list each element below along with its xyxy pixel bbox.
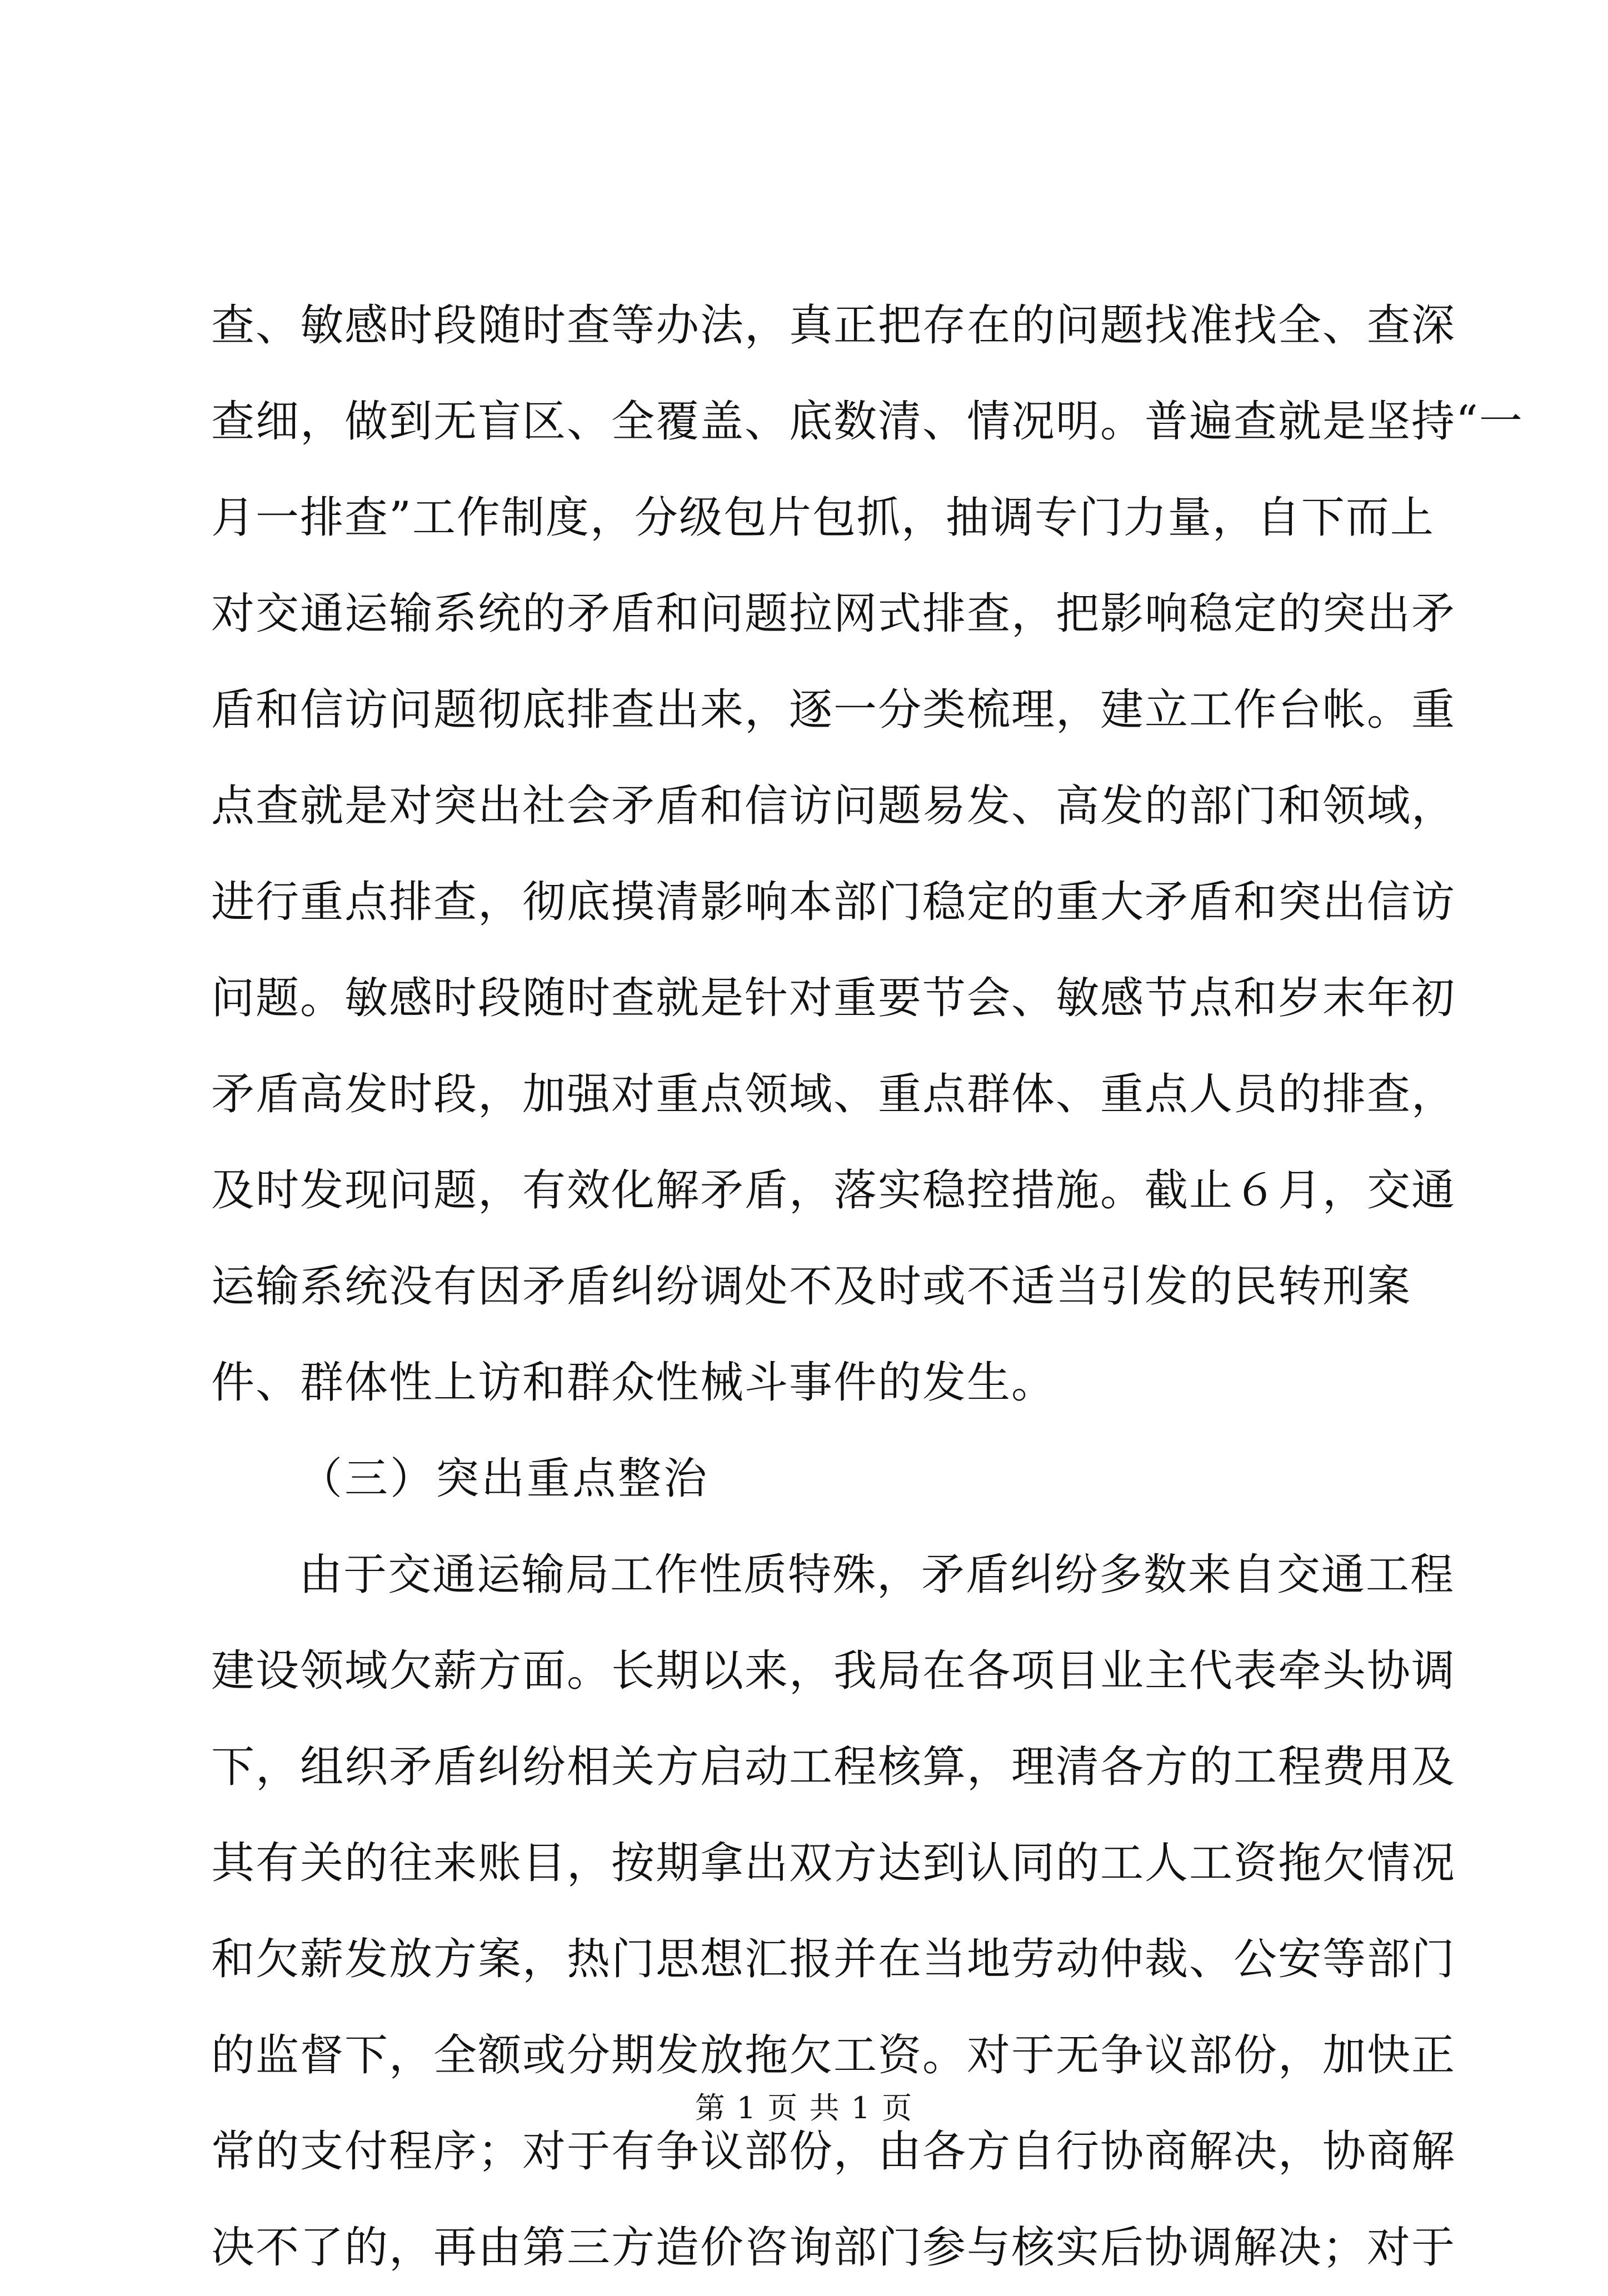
paragraph-line: 常的支付程序；对于有争议部份，由各方自行协商解决，协商解: [211, 2127, 1456, 2177]
paragraph-line: 由于交通运输局工作性质特殊，矛盾纠纷多数来自交通工程: [299, 1550, 1455, 1600]
paragraph-line: 进行重点排查，彻底摸清影响本部门稳定的重大矛盾和突出信访: [211, 877, 1456, 927]
page-footer: [0, 2086, 1608, 2130]
paragraph-line: 查细，做到无盲区、全覆盖、底数清、情况明。普遍查就是坚持“一: [211, 397, 1524, 447]
paragraph-line: 问题。敏感时段随时查就是针对重要节会、敏感节点和岁末年初: [211, 973, 1456, 1023]
document-body: [211, 278, 1524, 2296]
paragraph-line: 和欠薪发放方案，热门思想汇报并在当地劳动仲裁、公安等部门: [211, 1934, 1456, 1984]
paragraph-line: 矛盾高发时段，加强对重点领域、重点群体、重点人员的排查，: [211, 1069, 1456, 1119]
section-heading: （三）突出重点整治: [299, 1454, 710, 1504]
paragraph-line: 对交通运输系统的矛盾和问题拉网式排查，把影响稳定的突出矛: [211, 589, 1456, 639]
paragraph-line: 月一排查”工作制度，分级包片包抓，抽调专门力量，自下而上: [211, 493, 1435, 543]
paragraph-line: 下，组织矛盾纠纷相关方启动工程核算，理清各方的工程费用及: [211, 1742, 1456, 1792]
page-number: 第 1 页 共 1 页: [695, 2090, 913, 2125]
paragraph-line: 盾和信访问题彻底排查出来，逐一分类梳理，建立工作台帐。重: [211, 685, 1456, 735]
paragraph-line: 建设领域欠薪方面。长期以来，我局在各项目业主代表牵头协调: [211, 1646, 1456, 1696]
paragraph-line: 的监督下，全额或分期发放拖欠工资。对于无争议部份，加快正: [211, 2030, 1456, 2080]
paragraph-line: 决不了的，再由第三方造价咨询部门参与核实后协调解决；对于: [211, 2223, 1456, 2273]
paragraph-line: 查、敏感时段随时查等办法，真正把存在的问题找准找全、查深: [211, 301, 1456, 351]
paragraph-line: 点查就是对突出社会矛盾和信访问题易发、高发的部门和领域，: [211, 781, 1456, 831]
paragraph-line: 其有关的往来账目，按期拿出双方达到认同的工人工资拖欠情况: [211, 1838, 1456, 1888]
paragraph-line: 件、群体性上访和群众性械斗事件的发生。: [211, 1358, 1056, 1408]
paragraph-line: 及时发现问题，有效化解矛盾，落实稳控措施。截止６月，交通: [211, 1165, 1456, 1215]
paragraph-line: 运输系统没有因矛盾纠纷调处不及时或不适当引发的民转刑案: [211, 1262, 1412, 1312]
